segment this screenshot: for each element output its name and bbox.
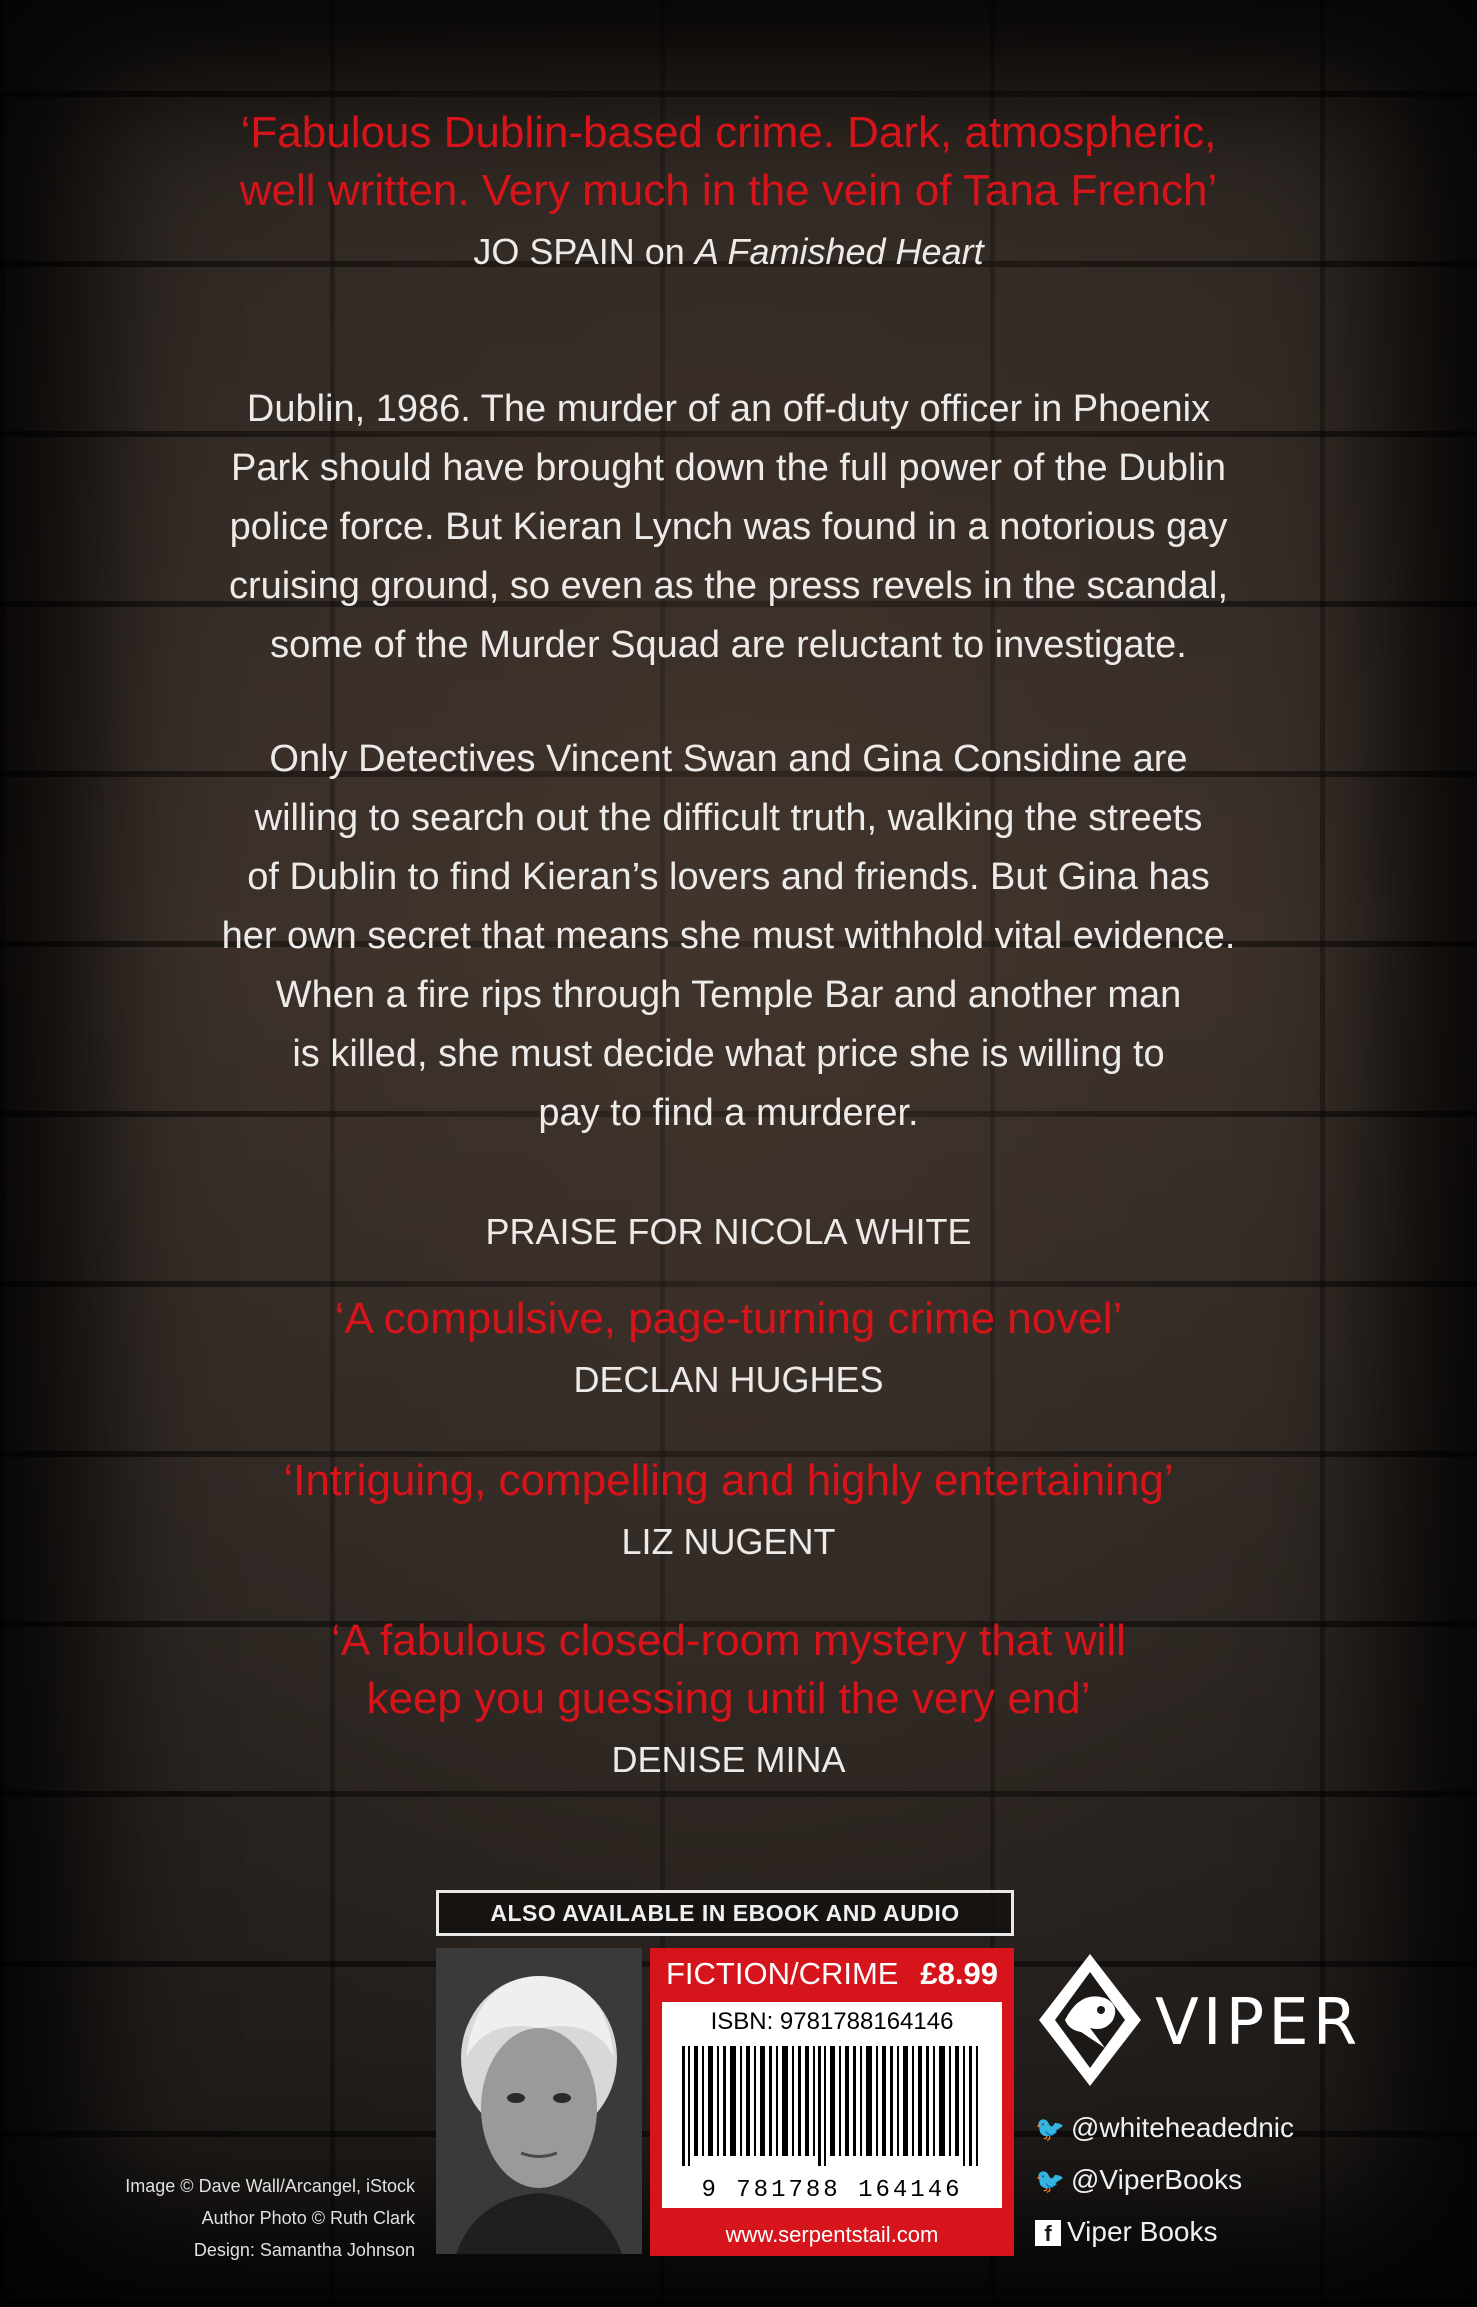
- blurb-paragraph-2: [120, 730, 1337, 1143]
- facebook-page: Viper Books: [1067, 2216, 1218, 2247]
- praise-heading: PRAISE FOR NICOLA WHITE: [485, 1211, 972, 1252]
- blurb-line: Park should have brought down the full power of the Dublin: [231, 447, 1226, 489]
- credit-image: Image © Dave Wall/Arcangel, iStock: [125, 2176, 415, 2196]
- blurb-line: pay to find a murderer.: [538, 1092, 919, 1134]
- author-photo: [436, 1948, 642, 2254]
- publisher-logo: [1035, 1950, 1362, 2090]
- attribution-name: JO SPAIN on: [473, 231, 695, 272]
- social-facebook[interactable]: [1035, 2216, 1217, 2248]
- praise-attribution-3: DENISE MINA: [611, 1739, 846, 1780]
- image-credits: [40, 2170, 415, 2266]
- blurb-line: Only Detectives Vincent Swan and Gina Considine are: [269, 738, 1188, 780]
- viper-logo-icon: [1035, 1950, 1145, 2090]
- blurb-line: her own secret that means she must withhold vital evidence.: [221, 915, 1236, 957]
- blurb-line: some of the Murder Squad are reluctant to investigate.: [270, 624, 1187, 666]
- blurb-line: Dublin, 1986. The murder of an off-duty officer in Phoenix: [246, 388, 1211, 430]
- top-quote: [120, 104, 1337, 220]
- credit-author-photo: Author Photo © Ruth Clark: [201, 2208, 415, 2228]
- blurb-line: When a fire rips through Temple Bar and another man: [275, 974, 1182, 1016]
- praise-attribution-1: DECLAN HUGHES: [573, 1359, 884, 1400]
- twitter-handle-publisher: @ViperBooks: [1071, 2164, 1243, 2195]
- facebook-icon: f: [1035, 2220, 1061, 2246]
- twitter-icon: 🐦: [1035, 2116, 1065, 2143]
- praise-quote-3-line1: ‘A fabulous closed-room mystery that will: [331, 1616, 1126, 1665]
- praise-attribution-2: LIZ NUGENT: [621, 1521, 836, 1562]
- author-portrait-icon: [436, 1948, 642, 2254]
- availability-banner: ALSO AVAILABLE IN EBOOK AND AUDIO: [436, 1890, 1014, 1936]
- barcode-area: [662, 2002, 1002, 2208]
- blurb-line: is killed, she must decide what price she is willing to: [292, 1033, 1165, 1075]
- blurb-line: of Dublin to find Kieran’s lovers and friends. But Gina has: [247, 856, 1210, 898]
- publisher-name: VIPER: [1155, 1986, 1362, 2060]
- barcode-number: 9 781788 164146: [701, 2177, 963, 2204]
- attribution-work: A Famished Heart: [694, 231, 984, 272]
- blurb-paragraph-1: [120, 380, 1337, 675]
- social-twitter-publisher[interactable]: [1035, 2164, 1242, 2196]
- isbn-label: ISBN: 9781788164146: [710, 2008, 954, 2035]
- price-label: £8.99: [920, 1956, 998, 1991]
- barcode-icon: [682, 2046, 982, 2166]
- blurb-line: police force. But Kieran Lynch was found in a notorious gay: [229, 506, 1228, 548]
- blurb-line: willing to search out the difficult truth, walking the streets: [254, 797, 1203, 839]
- credit-design: Design: Samantha Johnson: [193, 2240, 415, 2260]
- publisher-website: www.serpentstail.com: [725, 2222, 939, 2247]
- praise-quote-3: [120, 1612, 1337, 1728]
- blurb-line: cruising ground, so even as the press revels in the scandal,: [228, 565, 1229, 607]
- top-quote-line1: ‘Fabulous Dublin-based crime. Dark, atmospheric,: [240, 108, 1217, 157]
- praise-quote-1: ‘A compulsive, page-turning crime novel’: [334, 1294, 1123, 1343]
- praise-quote-3-line2: keep you guessing until the very end’: [366, 1674, 1091, 1723]
- genre-label: FICTION/CRIME: [666, 1956, 899, 1991]
- price-box: [650, 1948, 1014, 2256]
- top-quote-attribution: [120, 228, 1337, 276]
- top-quote-line2: well written. Very much in the vein of Tana French’: [239, 166, 1218, 215]
- twitter-handle-author: @whiteheadednic: [1071, 2112, 1295, 2143]
- praise-quote-2: ‘Intriguing, compelling and highly entertaining’: [283, 1456, 1174, 1505]
- twitter-icon: 🐦: [1035, 2168, 1065, 2195]
- social-twitter-author[interactable]: [1035, 2112, 1294, 2144]
